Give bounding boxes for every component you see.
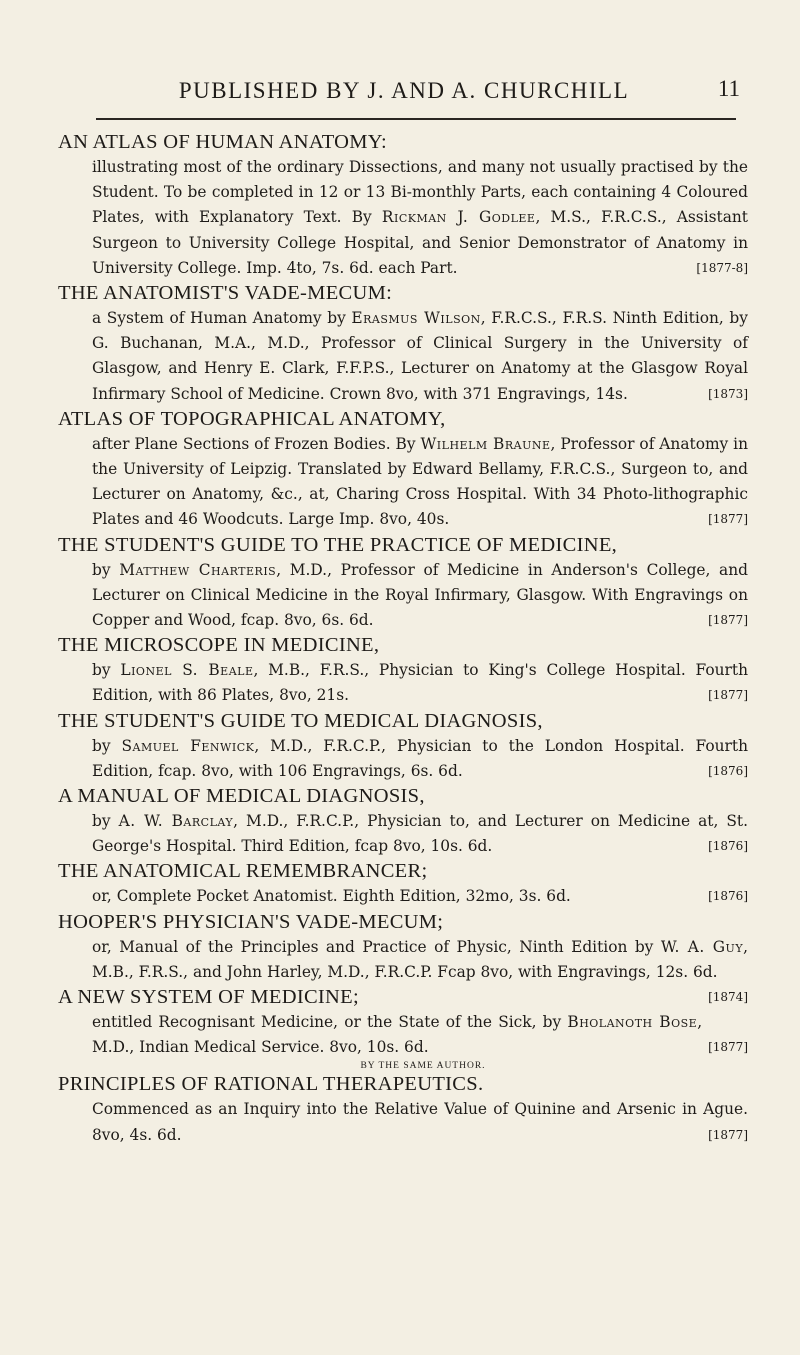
book-entry [58, 281, 748, 407]
author-name: W. A. Guy [660, 937, 744, 956]
book-entry [58, 533, 748, 634]
book-description [58, 658, 748, 708]
description-text: , M.B., F.R.S., Physician to King's College Hospital. Fourth Edition, with 86 Plates, 8vo, 21s. [92, 661, 748, 705]
book-entry [58, 130, 748, 281]
book-title: A MANUAL OF MEDICAL DIAGNOSIS, [58, 785, 425, 808]
book-description [58, 1097, 748, 1147]
book-entry [58, 709, 748, 784]
author-name: Wilhelm Braune [420, 434, 551, 453]
description-text: or, Complete Pocket Anatomist. Eighth Edition, 32mo, 3s. 6d. [92, 887, 571, 906]
description-text: by [92, 736, 111, 755]
description-text: , M.S., F.R.C.S., Assistant Surgeon to University College Hospital, and Senior Demonstrator of Anatomy in University College. Imp. 4to, 7s. 6d. each Part. [92, 208, 748, 277]
author-name: Lionel S. Beale [120, 661, 254, 680]
description-text: , M.D., Indian Medical Service. 8vo, 10s. 6d. [92, 1013, 703, 1057]
book-title: PRINCIPLES OF RATIONAL THERAPEUTICS. [58, 1073, 484, 1096]
author-name: Bholanoth Bose [567, 1013, 698, 1032]
book-description [58, 809, 748, 859]
author-name: A. W. Barclay [118, 812, 234, 831]
book-title: THE ANATOMIST'S VADE-MECUM: [58, 282, 393, 305]
book-title: THE STUDENT'S GUIDE TO MEDICAL DIAGNOSIS, [58, 709, 543, 732]
author-name: Rickman J. Godlee [381, 208, 536, 227]
book-title: THE MICROSCOPE IN MEDICINE, [58, 634, 380, 657]
description-text: illustrating most of the ordinary Dissections, and many not usually practised by the Student. To be completed in 12 or 13 Bi-monthly Parts, each containing 4 Coloured Plates, with Explanatory Text. By [92, 158, 748, 227]
book-title: A NEW SYSTEM OF MEDICINE; [58, 986, 359, 1009]
book-title: THE ANATOMICAL REMEMBRANCER; [58, 860, 428, 883]
publication-year: [1876] [708, 839, 748, 854]
description-text: after Plane Sections of Frozen Bodies. By [92, 434, 416, 453]
book-listing [58, 130, 748, 1148]
book-entry [58, 784, 748, 859]
book-entry [58, 985, 748, 1060]
publication-year: [1877-8] [696, 260, 748, 275]
same-author-note: BY THE SAME AUTHOR. [360, 1061, 486, 1072]
description-text: or, Manual of the Principles and Practice of Physic, Ninth Edition by [92, 937, 654, 956]
description-text: a System of Human Anatomy by [92, 309, 346, 328]
book-description [58, 306, 748, 407]
description-text: , M.D., F.R.C.P., Physician to, and Lecturer on Medicine at, St. George's Hospital. Third Edition, fcap 8vo, 10s. 6d. [92, 812, 748, 856]
author-name: Matthew Charteris [119, 560, 277, 579]
publication-year: [1877] [708, 688, 748, 703]
author-name: Erasmus Wilson [351, 309, 481, 328]
book-entry [58, 859, 748, 909]
publication-year: [1876] [708, 763, 748, 778]
book-description [58, 884, 748, 909]
book-title: ATLAS OF TOPOGRAPHICAL ANATOMY, [58, 407, 446, 430]
book-title: HOOPER'S PHYSICIAN'S VADE-MECUM; [58, 910, 444, 933]
author-name: Samuel Fenwick [121, 736, 255, 755]
description-text: Commenced as an Inquiry into the Relative Value of Quinine and Arsenic in Ague. 8vo, 4s. 6d. [92, 1100, 748, 1144]
book-title: THE STUDENT'S GUIDE TO THE PRACTICE OF MEDICINE, [58, 533, 618, 556]
publication-year: [1877] [708, 512, 748, 527]
description-text: , M.B., F.R.S., and John Harley, M.D., F.R.C.P. Fcap 8vo, with Engravings, 12s. 6d. [92, 937, 748, 981]
publication-year: [1877] [708, 613, 748, 628]
book-entry [58, 633, 748, 708]
book-description [58, 1010, 748, 1060]
page-number: 11 [717, 76, 740, 101]
book-description [58, 558, 748, 634]
description-text: , F.R.C.S., F.R.S. Ninth Edition, by G. Buchanan, M.A., M.D., Professor of Clinical Surgery in the University of Glasgow, and Henry E. Clark, F.F.P.S., Lecturer on Anatomy at the Glasgow Royal Infirmary School of Medicine. Crown 8vo, with 371 Engravings, 14s. [92, 309, 748, 403]
description-text: entitled Recognisant Medicine, or the State of the Sick, by [92, 1013, 562, 1032]
book-description [58, 432, 748, 533]
book-description [58, 734, 748, 784]
publication-year: [1876] [708, 889, 748, 904]
publication-year: [1874] [708, 990, 748, 1005]
description-text: by [92, 812, 111, 831]
description-text: by [92, 661, 111, 680]
book-title: AN ATLAS OF HUMAN ANATOMY: [58, 131, 388, 153]
book-description [58, 155, 748, 281]
book-entry [58, 407, 748, 533]
book-entry [58, 1060, 748, 1147]
description-text: , M.D., Professor of Medicine in Anderson's College, and Lecturer on Clinical Medicine in the Royal Infirmary, Glasgow. With Engravings on Copper and Wood, fcap. 8vo, 6s. 6d. [92, 560, 748, 630]
publication-year: [1877] [708, 1127, 748, 1142]
description-text: , Professor of Anatomy in the University of Leipzig. Translated by Edward Bellamy, F.R.C.S., Surgeon to, and Lecturer on Anatomy, &c., at, Charing Cross Hospital. With 34 Photo-lithographic Plates and 46 Woodcuts. Large Imp. 8vo, 40s. [92, 434, 748, 529]
header-rule [96, 118, 736, 120]
running-header: PUBLISHED BY J. AND A. CHURCHILL [178, 78, 630, 103]
description-text: , M.D., F.R.C.P., Physician to the London Hospital. Fourth Edition, fcap. 8vo, with 106 Engravings, 6s. 6d. [92, 736, 748, 780]
publication-year: [1873] [708, 386, 748, 401]
description-text: by [92, 560, 111, 579]
publication-year: [1877] [708, 1040, 748, 1055]
